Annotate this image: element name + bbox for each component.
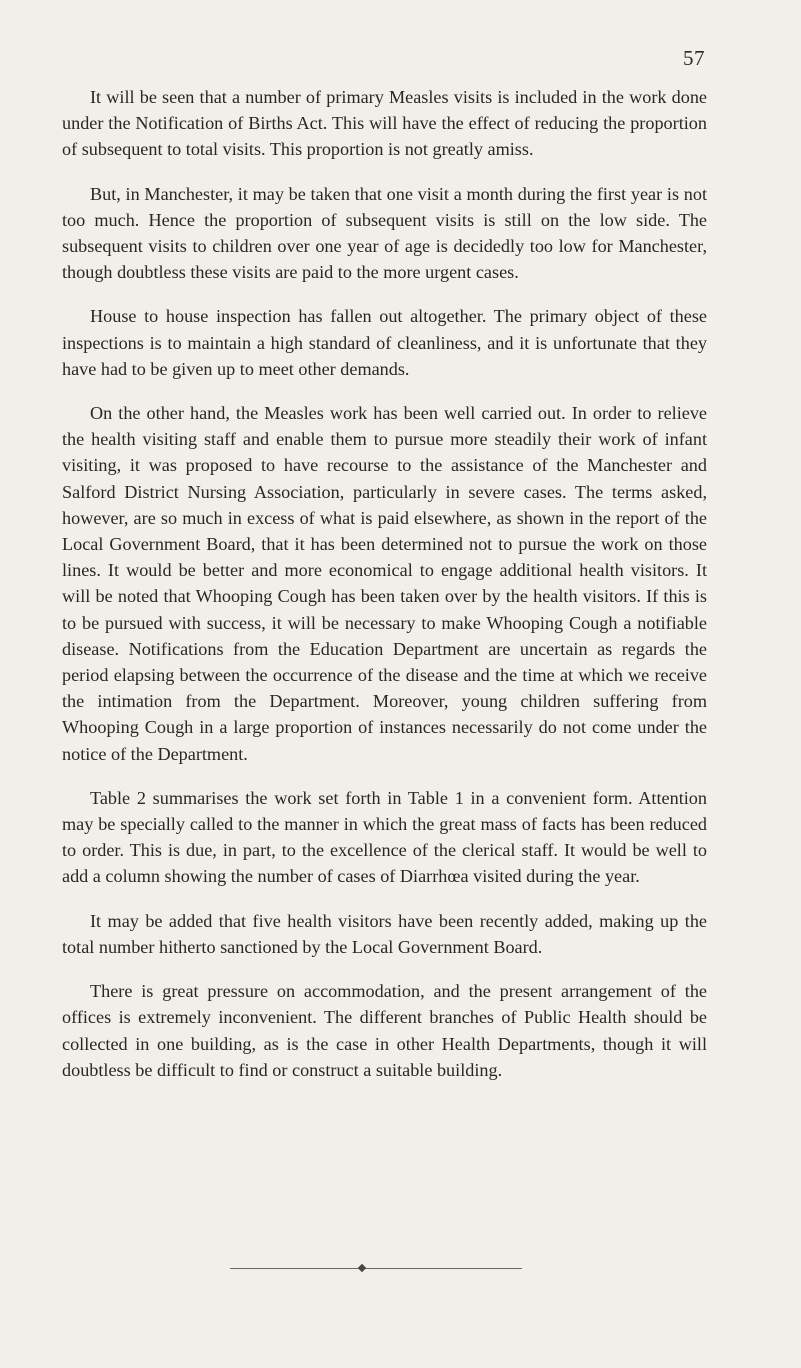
section-divider-rule (230, 1268, 522, 1269)
paragraph-manchester-visits: But, in Manchester, it may be taken that one visit a month during the first year is not too much. Hence the proportion of subsequent visits is still on the low side. The subsequent visits to children over one year of age is decidedly too low for Manchester, though doubtless these visits are paid to the more urgent cases. (62, 183, 707, 283)
page-number: 57 (683, 46, 705, 70)
paragraph-house-inspection: House to house inspection has fallen out altogether. The primary object of these inspections is to maintain a high standard of cleanliness, and it is unfortunate that they have had to be given up to meet other demands. (62, 306, 707, 379)
divider-ornament (358, 1264, 366, 1272)
body-text (62, 84, 707, 1101)
paragraph-table-summary: Table 2 summarises the work set forth in Table 1 in a convenient form. Attention may be specially called to the manner in which the great mass of facts has been reduced to order. This is due, in part, to the excellence of the clerical staff. It would be well to add a column showing the number of cases of Diarrhœa visited during the year. (62, 787, 707, 887)
paragraph-health-visitors-added: It may be added that five health visitors have been recently added, making up the total number hitherto sanctioned by the Local Government Board. (62, 910, 707, 957)
paragraph-accommodation: There is great pressure on accommodation, and the present arrangement of the offices is extremely inconvenient. The different branches of Public Health should be collected in one building, as is the case in other Health Departments, though it will doubtless be difficult to find or construct a suitable building. (62, 981, 707, 1080)
paragraph-measles-visits: It will be seen that a number of primary Measles visits is included in the work done under the Notification of Births Act. This will have the effect of reducing the proportion of subsequent to total visits. This proportion is not greatly amiss. (62, 87, 707, 160)
paragraph-measles-work: On the other hand, the Measles work has been well carried out. In order to relieve the health visiting staff and enable them to pursue more steadily their work of infant visiting, it was proposed to have recourse to the assistance of the Manchester and Salford District Nursing Association, particularly in severe cases. The terms asked, however, are so much in excess of what is paid elsewhere, as shown in the report of the Local Government Board, that it has been determined not to pursue the work on those lines. It would be better and more economical to engage additional health visitors. It will be noted that Whooping Cough has been taken over by the health visitors. If this is to be pursued with success, it will be necessary to make Whooping Cough a notifiable disease. Notifications from the Education Department are uncertain as regards the period elapsing between the occurrence of the disease and the time at which we receive the intimation from the Department. Moreover, young children suffering from Whooping Cough in a large proportion of instances necessarily do not come under the notice of the Department. (62, 403, 707, 764)
